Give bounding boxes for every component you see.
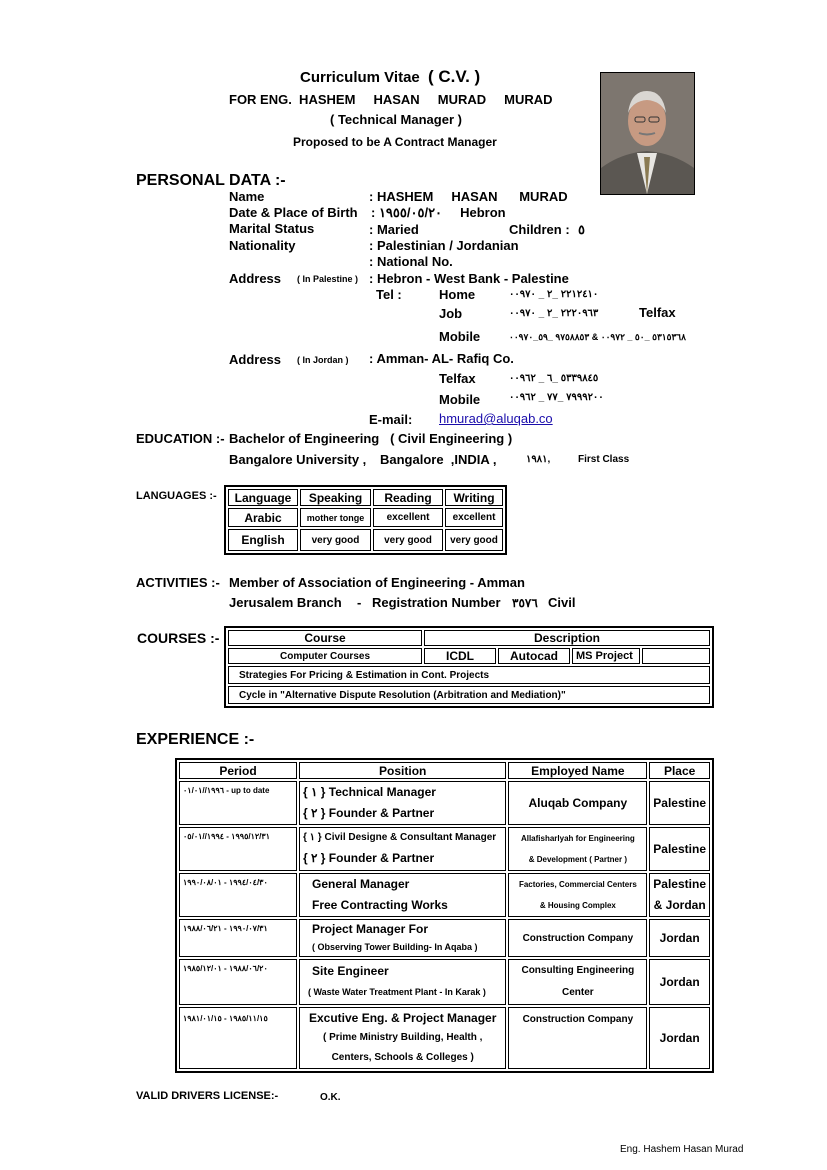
table-row (179, 919, 710, 957)
exp-period: ١٩٩٥/١٢/٣١ - ١٩٩٤//٠٥/٠١ (179, 827, 297, 871)
for-line: FOR ENG. HASHEM HASAN MURAD MURAD (229, 92, 553, 107)
email-link[interactable]: hmurad@aluqab.co (439, 411, 553, 426)
address-jordan-value: : Amman- AL- Rafiq Co. (369, 351, 514, 366)
exp-header-place: Place (649, 762, 710, 779)
address-palestine-value: : Hebron - West Bank - Palestine (369, 271, 569, 286)
marital-value: : Maried (369, 222, 419, 237)
exp-position-line2: Free Contracting Works (311, 898, 448, 912)
course-adr: Cycle in "Alternative Dispute Resolution (Arbitration and Mediation)" (228, 686, 710, 704)
lang-english-reading: very good (373, 529, 443, 551)
exp-position-line1: General Manager (311, 877, 410, 891)
cv-title: Curriculum Vitae ( C.V. ) (300, 67, 481, 86)
exp-header-employer: Employed Name (508, 762, 647, 779)
lang-arabic: Arabic (228, 508, 298, 527)
exp-position-line3: Centers, Schools & Colleges ) (331, 1052, 474, 1063)
nationality-value: : Palestinian / Jordanian (369, 238, 519, 253)
profile-photo (600, 72, 695, 195)
languages-table (224, 485, 507, 555)
exp-employer-line1: Allafisharlyah for Engineering (520, 834, 635, 843)
exp-header-period: Period (179, 762, 297, 779)
license-value: O.K. (320, 1092, 341, 1103)
jo-telfax-label: Telfax (439, 371, 476, 386)
mobile-value: ٥٣١٥٣٦٨ _٥٠ _ ٠٠٩٧٢ & ٩٧٥٨٨٥٣ _٥٩_٠٠٩٧٠ (509, 332, 686, 342)
dob-label: Date & Place of Birth (229, 205, 358, 220)
personal-data-heading: PERSONAL DATA :- (136, 172, 286, 189)
exp-place: Jordan (649, 1007, 710, 1069)
activities-line1: Member of Association of Engineering - Amman (229, 575, 525, 590)
languages-heading: LANGUAGES :- (136, 490, 217, 502)
course-empty-1 (642, 648, 710, 664)
job-value: ٢٢٢٠٩٦٣ _٢ _ ٠٠٩٧٠ (509, 308, 599, 319)
lang-arabic-speaking: mother tonge (300, 508, 371, 527)
email-label: E-mail: (369, 412, 413, 427)
lang-english-speaking: very good (300, 529, 371, 551)
lang-english: English (228, 529, 298, 551)
courses-header-description: Description (424, 630, 710, 646)
exp-position-line1: Excutive Eng. & Project Manager (309, 1011, 497, 1025)
exp-employer: Construction Company (508, 1007, 647, 1069)
lang-header-writing: Writing (445, 489, 503, 506)
exp-employer-line2: & Development ( Partner ) (528, 855, 627, 864)
tel-label: Tel : (376, 287, 402, 302)
lang-header-language: Language (228, 489, 298, 506)
address-jordan-label: Address (229, 352, 282, 367)
job-label: Job (439, 306, 463, 321)
table-row (179, 1007, 710, 1069)
address-palestine-label: Address (229, 271, 282, 286)
exp-position-line2: { ٢ } Founder & Partner (302, 851, 435, 865)
children-label: Children : (509, 222, 570, 237)
exp-employer-line1: Factories, Commercial Centers (518, 880, 637, 889)
footer-signature: Eng. Hashem Hasan Murad (620, 1144, 744, 1155)
experience-table (175, 758, 714, 1073)
activities-branch: Jerusalem Branch (229, 595, 342, 610)
nationality-label: Nationality (229, 238, 296, 253)
exp-employer: Construction Company (508, 919, 647, 957)
exp-position-line2: { ٢ } Founder & Partner (302, 806, 435, 820)
education-class: First Class (578, 454, 630, 465)
address-palestine-note: ( In Palestine ) (297, 274, 359, 284)
courses-table (224, 626, 714, 708)
lang-arabic-writing: excellent (445, 508, 503, 527)
course-icdl: ICDL (424, 648, 496, 664)
activities-heading: ACTIVITIES :- (136, 575, 220, 590)
exp-position-line1: { ١ } Civil Designe & Consultant Manager (302, 832, 497, 843)
name-value: : HASHEM HASAN MURAD (369, 189, 568, 204)
education-heading: EDUCATION :- (136, 431, 225, 446)
role: ( Technical Manager ) (330, 112, 462, 127)
exp-position-line2: ( Prime Ministry Building, Health , (322, 1032, 483, 1043)
exp-employer: Aluqab Company (508, 781, 647, 825)
activities-civil: Civil (548, 595, 576, 610)
lang-header-reading: Reading (373, 489, 443, 506)
activities-separator: - (357, 595, 362, 610)
table-row (179, 781, 710, 825)
course-autocad: Autocad (498, 648, 570, 664)
exp-place: Palestine (649, 781, 710, 825)
mobile-label: Mobile (439, 329, 481, 344)
education-degree: Bachelor of Engineering ( Civil Engineering ) (229, 431, 513, 446)
exp-place-line2: & Jordan (653, 898, 706, 912)
dob-value: : ١٩٥٥/٠٥/٢٠ Hebron (371, 205, 506, 220)
exp-position-line1: Site Engineer (311, 964, 389, 978)
lang-header-speaking: Speaking (300, 489, 371, 506)
exp-employer-line2: & Housing Complex (539, 901, 616, 910)
exp-position-line2: ( Observing Tower Building- In Aqaba ) (311, 942, 478, 952)
home-label: Home (439, 287, 476, 302)
courses-heading: COURSES :- (137, 630, 220, 646)
exp-position-line1: Project Manager For (311, 922, 429, 936)
exp-employer-line1: Consulting Engineering (521, 965, 635, 976)
jo-mobile-value: ٧٩٩٩٢٠٠ _٧٧ _ ٠٠٩٦٢ (509, 392, 604, 403)
telfax-label: Telfax (639, 305, 676, 320)
license-label: VALID DRIVERS LICENSE:- (136, 1090, 279, 1102)
courses-header-course: Course (228, 630, 422, 646)
children-value: ٥ (578, 222, 585, 237)
name-label: Name (229, 189, 265, 204)
cv-title-abbr: ( C.V. ) (427, 67, 481, 86)
exp-place: Jordan (649, 959, 710, 1005)
address-jordan-note: ( In Jordan ) (297, 355, 349, 365)
jo-telfax-value: ٥٣٣٩٨٤٥ _٦ _ ٠٠٩٦٢ (509, 373, 599, 384)
exp-period: ١٩٨٥/١١/١٥ - ١٩٨١/٠١/١٥ (179, 1007, 297, 1069)
home-value: ٢٢١٢٤١٠ _٢ _ ٠٠٩٧٠ (509, 289, 599, 300)
course-strategies: Strategies For Pricing & Estimation in Cont. Projects (228, 666, 710, 684)
exp-period: ١٩٩٦//٠١/٠١ - up to date (179, 781, 297, 825)
exp-period: ١٩٩٠/٠٧/٣١ - ١٩٨٨/٠٦/٢١ (179, 919, 297, 957)
marital-label: Marital Status (229, 221, 315, 236)
education-year: ١٩٨١, (526, 454, 551, 465)
lang-arabic-reading: excellent (373, 508, 443, 527)
exp-period: ١٩٩٤/٠٤/٣٠ - ١٩٩٠/٠٨/٠١ (179, 873, 297, 917)
exp-header-position: Position (299, 762, 506, 779)
education-university: Bangalore University , (229, 452, 367, 467)
lang-english-writing: very good (445, 529, 503, 551)
exp-place-line1: Palestine (653, 877, 706, 891)
jo-mobile-label: Mobile (439, 392, 481, 407)
proposed-line: Proposed to be A Contract Manager (293, 135, 497, 149)
education-city: Bangalore ,INDIA , (380, 452, 497, 467)
activities-reg-no: ٣٥٧٦ (512, 596, 538, 610)
table-row (179, 827, 710, 871)
exp-place: Jordan (649, 919, 710, 957)
person-photo-icon (601, 73, 694, 194)
table-row (179, 959, 710, 1005)
exp-position-line1: { ١ } Technical Manager (302, 785, 436, 799)
national-no: : National No. (369, 254, 453, 269)
exp-period: ١٩٨٨/٠٦/٢٠ - ١٩٨٥/١٢/٠١ (179, 959, 297, 1005)
exp-employer-line2: Center (562, 987, 594, 998)
experience-heading: EXPERIENCE :- (136, 731, 255, 748)
exp-position-line2: ( Waste Water Treatment Plant - In Karak ) (307, 987, 486, 997)
exp-place: Palestine (649, 827, 710, 871)
table-row (179, 873, 710, 917)
course-msproject: MS Project (572, 648, 640, 664)
course-computer: Computer Courses (228, 648, 422, 664)
activities-reg-label: Registration Number (372, 595, 501, 610)
